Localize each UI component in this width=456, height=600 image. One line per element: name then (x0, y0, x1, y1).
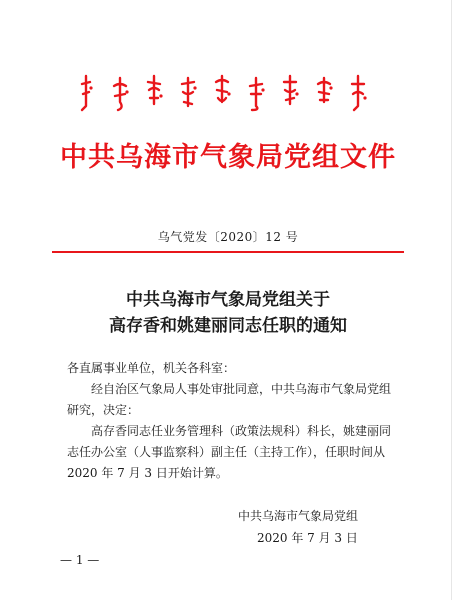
signature-date: 2020 年 7 月 3 日 (257, 531, 358, 545)
notice-body (67, 358, 397, 484)
issuer-title: 中共乌海市气象局党组文件 (60, 142, 396, 173)
signature-org: 中共乌海市气象局党组 (238, 509, 359, 523)
notice-title (0, 287, 456, 339)
mongolian-script-glyphs (80, 72, 380, 112)
red-divider (52, 251, 404, 253)
notice-title-line-2: 高存香和姚建丽同志任职的通知 (109, 316, 347, 336)
page-number: — 1 — (60, 553, 100, 567)
mongolian-script-header (80, 72, 380, 112)
salutation: 各直属事业单位，机关各科室： (67, 361, 236, 375)
page-edge-line (451, 0, 452, 600)
notice-title-line-1: 中共乌海市气象局党组关于 (126, 290, 330, 310)
document-number: 乌气党发〔2020〕12 号 (157, 230, 299, 244)
body-paragraph-2: 高存香同志任业务管理科（政策法规科）科长，姚建丽同志任办公室（人事监察科）副主任（主持工作），任职时间从2020 年 7 月 3 日开始计算。 (67, 424, 392, 480)
body-paragraph-1: 经自治区气象局人事处审批同意，中共乌海市气象局党组研究，决定： (67, 382, 392, 417)
